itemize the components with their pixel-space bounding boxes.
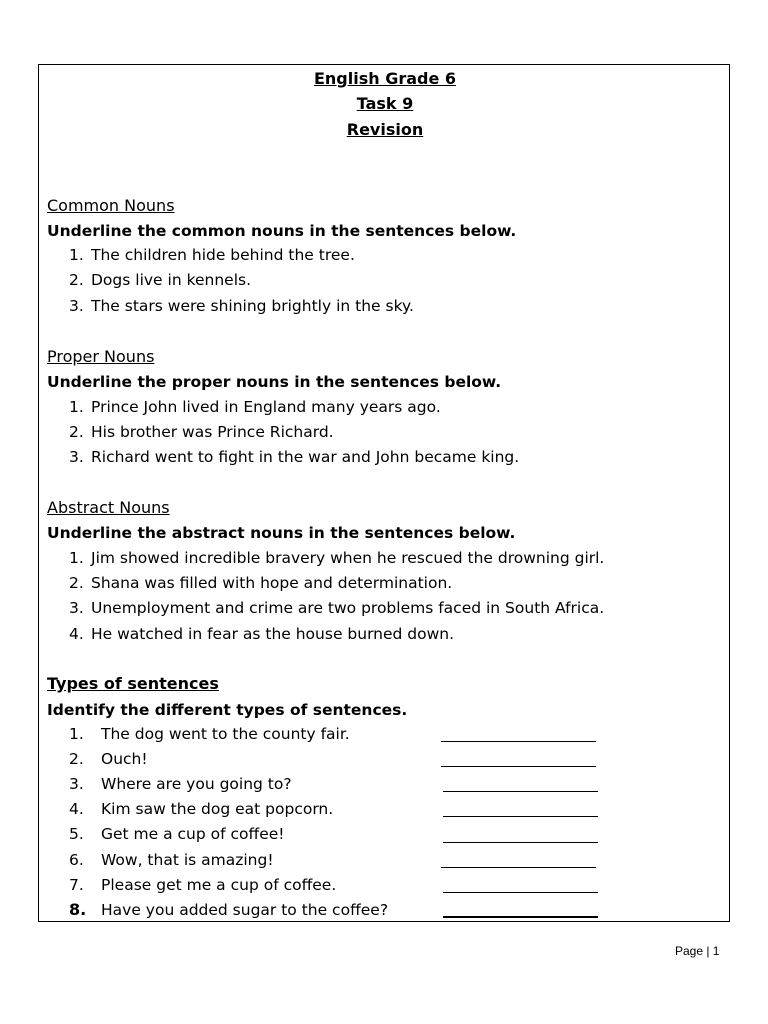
item-number: 3. (69, 599, 84, 617)
types-of-sentences-instruction: Identify the different types of sentences. (47, 701, 408, 719)
page-number: Page | 1 (675, 944, 720, 958)
item-text: Jim showed incredible bravery when he rescued the drowning girl. (91, 549, 605, 567)
item-text: Kim saw the dog eat popcorn. (101, 800, 334, 818)
proper-nouns-heading: Proper Nouns (47, 347, 155, 366)
worksheet-frame (38, 64, 730, 922)
item-text: The children hide behind the tree. (91, 246, 355, 264)
item-number: 3. (69, 448, 84, 466)
item-number: 6. (69, 851, 84, 869)
worksheet-subtitle: Revision (346, 120, 424, 139)
item-number: 1. (69, 725, 84, 743)
item-text: Unemployment and crime are two problems faced in South Africa. (91, 599, 605, 617)
common-nouns-instruction: Underline the common nouns in the sentences below. (47, 222, 517, 240)
answer-line[interactable] (443, 916, 598, 918)
task-number: Task 9 (356, 94, 414, 113)
item-number: 4. (69, 625, 84, 643)
item-number: 2. (69, 574, 84, 592)
answer-line[interactable] (441, 766, 596, 767)
answer-line[interactable] (441, 741, 596, 742)
item-text: The dog went to the county fair. (101, 725, 350, 743)
types-of-sentences-heading: Types of sentences (47, 674, 219, 693)
item-text: He watched in fear as the house burned down. (91, 625, 455, 643)
item-number: 4. (69, 800, 84, 818)
item-text: The stars were shining brightly in the sky. (91, 297, 414, 315)
answer-line[interactable] (443, 892, 598, 893)
item-text: Where are you going to? (101, 775, 292, 793)
item-number: 7. (69, 876, 84, 894)
item-number: 2. (69, 271, 84, 289)
item-number: 1. (69, 398, 84, 416)
item-text: Wow, that is amazing! (101, 851, 274, 869)
item-number: 1. (69, 549, 84, 567)
proper-nouns-instruction: Underline the proper nouns in the sentences below. (47, 373, 502, 391)
answer-line[interactable] (441, 867, 596, 868)
answer-line[interactable] (443, 842, 598, 843)
answer-line[interactable] (443, 791, 598, 792)
item-text: Get me a cup of coffee! (101, 825, 285, 843)
item-number: 3. (69, 297, 84, 315)
item-number: 1. (69, 246, 84, 264)
item-text: Richard went to fight in the war and John became king. (91, 448, 520, 466)
item-text: His brother was Prince Richard. (91, 423, 334, 441)
worksheet-title: English Grade 6 (313, 69, 457, 88)
item-text: Have you added sugar to the coffee? (101, 901, 389, 919)
answer-line[interactable] (443, 816, 598, 817)
item-number: 2. (69, 750, 84, 768)
item-number: 8. (69, 900, 87, 919)
item-text: Prince John lived in England many years ago. (91, 398, 441, 416)
item-text: Shana was filled with hope and determination. (91, 574, 453, 592)
common-nouns-heading: Common Nouns (47, 196, 175, 215)
abstract-nouns-heading: Abstract Nouns (47, 498, 170, 517)
item-text: Dogs live in kennels. (91, 271, 252, 289)
item-text: Ouch! (101, 750, 148, 768)
item-number: 2. (69, 423, 84, 441)
item-number: 5. (69, 825, 84, 843)
item-number: 3. (69, 775, 84, 793)
item-text: Please get me a cup of coffee. (101, 876, 337, 894)
abstract-nouns-instruction: Underline the abstract nouns in the sentences below. (47, 524, 516, 542)
